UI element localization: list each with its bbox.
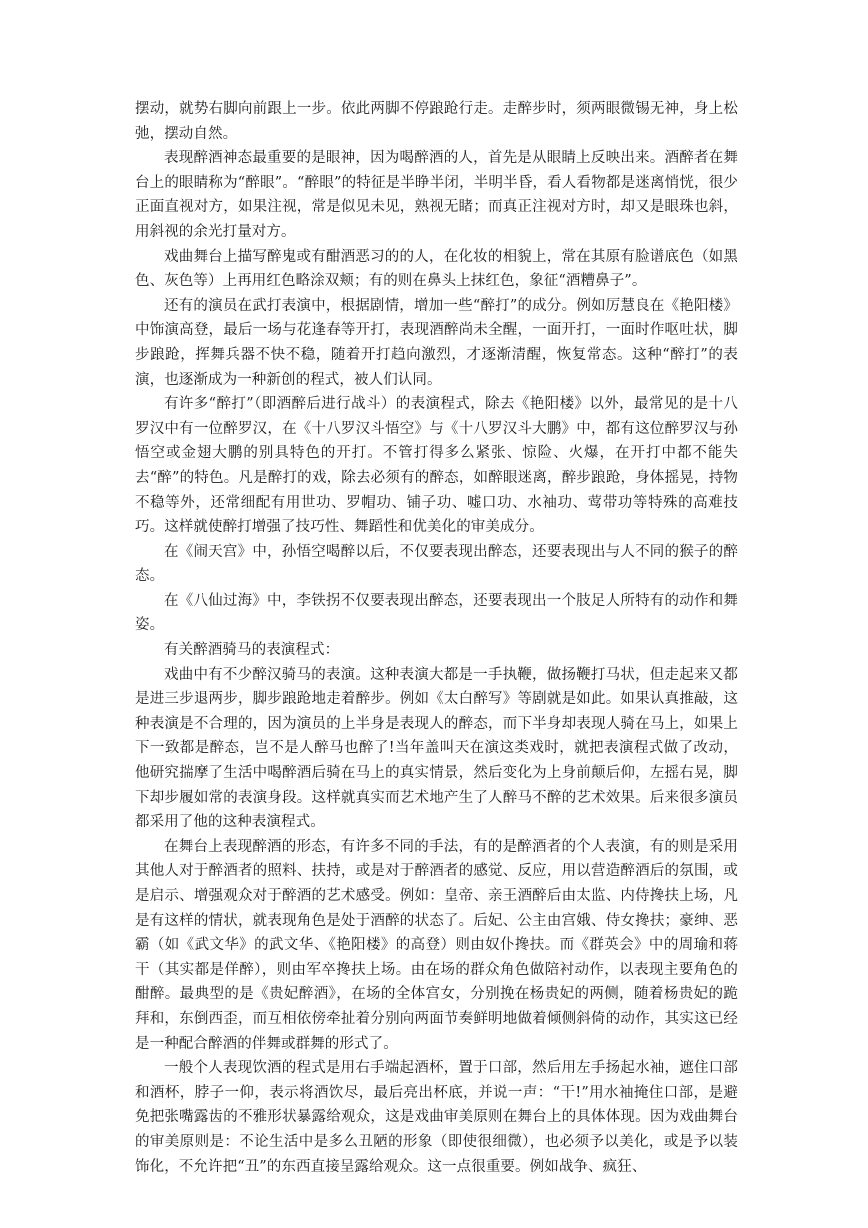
paragraph-drunk-forms: 在舞台上表现醉酒的形态，有许多不同的手法，有的是醉酒者的个人表演，有的则是采用其他人对于醉酒者的照料、扶持，或是对于醉酒者的感觉、反应，用以营造醉酒后的氛围，或是启示、增强观众对于醉酒的艺术感受。例如：皇帝、亲王酒醉后由太监、内侍搀扶上场，凡是有这样的情状，就表现角色是处于酒醉的状态了。后妃、公主由宫娥、侍女搀扶；豪绅、恶霸（如《武文华》的武文华、《艳阳楼》的高登）则由奴仆搀扶。而《群英会》中的周瑜和蒋干（其实都是佯醉），则由军卒搀扶上场。由在场的群众角色做陪衬动作，以表现主要角色的酣醉。最典型的是《贵妃醉酒》，在场的全体宫女，分别挽在杨贵妃的两侧，随着杨贵妃的跪拜和，东倒西歪，而互相依傍牵扯着分别向两面节奏鲜明地做着倾侧斜倚的动作，其实这已经是一种配合醉酒的伴舞或群舞的形式了。	[135, 838, 738, 1052]
body-text	[135, 97, 738, 1179]
paragraph-drunk-fight-conventions: 有许多“醉打”（即酒醉后进行战斗）的表演程式，除去《艳阳楼》以外，最常见的是十八罗汉中有一位醉罗汉，在《十八罗汉斗悟空》与《十八罗汉斗大鹏》中，都有这位醉罗汉与孙悟空或金翅大鹏的别具特色的开打。不管打得多么紧张、惊险、火爆，在开打中都不能失去“醉”的特色。凡是醉打的戏，除去必须有的醉态，如醉眼迷离，醉步踉跄，身体摇晃，持物不稳等外，还常细配有用世功、罗帽功、铺子功、嘘口功、水袖功、莺带功等特殊的高难技巧。这样就使醉打增强了技巧性、舞蹈性和优美化的审美成分。	[135, 396, 738, 536]
paragraph-drinking-convention: 一般个人表现饮酒的程式是用右手端起酒杯，置于口部，然后用左手扬起水袖，遮住口部和酒杯，脖子一仰，表示将酒饮尽，最后亮出杯底，并说一声：“干!”用水袖掩住口部，是避免把张嘴露齿的不雅形状暴露给观众，这是戏曲审美原则在舞台上的具体体现。因为戏曲舞台的审美原则是：不论生活中是多么丑陋的形象（即使很细微），也必须予以美化，或是予以装饰化，不允许把“丑”的东西直接呈露给观众。这一点很重要。例如战争、疯狂、	[135, 1060, 738, 1175]
paragraph-drunk-step-continued: 摆动，就势右脚向前跟上一步。依此两脚不停踉跄行走。走醉步时，须两眼微锡无神，身上松弛，摆动自然。	[135, 101, 738, 142]
paragraph-drunk-riding: 戏曲中有不少醉汉骑马的表演。这种表演大都是一手执鞭，做扬鞭打马状，但走起来又都是进三步退两步，脚步踉跄地走着醉步。例如《太白醉写》等剧就是如此。如果认真推敲，这种表演是不合理的，因为演员的上半身是表现人的醉态，而下半身却表现人骑在马上，如果上下一致都是醉态，岂不是人醉马也醉了!当年盖叫天在演这类戏时，就把表演程式做了改动，他研究揣摩了生活中喝醉酒后骑在马上的真实情景，然后变化为上身前颠后仰，左摇右晃，脚下却步履如常的表演身段。这样就真实而艺术地产生了人醉马不醉的艺术效果。后来很多演员都采用了他的这种表演程式。	[135, 666, 738, 831]
paragraph-drunk-fighting: 还有的演员在武打表演中，根据剧情，增加一些“醉打”的成分。例如厉慧良在《艳阳楼》中饰演高登，最后一场与花逢春等开打，表现酒醉尚未全醒，一面开打，一面时作呕吐状，脚步踉跄，挥舞兵器不快不稳，随着开打趋向激烈，才逐渐清醒，恢复常态。这种“醉打”的表演，也逐渐成为一种新创的程式，被人们认同。	[135, 297, 738, 388]
paragraph-makeup: 戏曲舞台上描写醉鬼或有酣酒恶习的的人，在化妆的相貌上，常在其原有脸谱底色（如黑色、灰色等）上再用红色略涂双颊；有的则在鼻头上抹红色，象征“酒糟鼻子”。	[135, 248, 738, 290]
paragraph-drunk-eyes: 表现醉酒神态最重要的是眼神，因为喝醉酒的人，首先是从眼睛上反映出来。酒醉者在舞台上的眼睛称为“醉眼”。“醉眼”的特征是半睁半闭，半明半昏，看人看物都是迷离悄恍，很少正面直视对方，如果注视，常是似见未见，熟视无睹；而真正注视对方时，却又是眼珠也斜，用斜视的余光打量对方。	[135, 150, 738, 240]
paragraph-havoc-in-heaven: 在《闹天宫》中，孙悟空喝醉以后，不仅要表现出醉态，还要表现出与人不同的猴子的醉态。	[135, 543, 738, 585]
paragraph-eight-immortals: 在《八仙过海》中，李铁拐不仅要表现出醉态，还要表现出一个肢足人所特有的动作和舞姿。	[135, 592, 738, 634]
paragraph-drunk-riding-heading: 有关醉酒骑马的表演程式：	[164, 642, 340, 659]
